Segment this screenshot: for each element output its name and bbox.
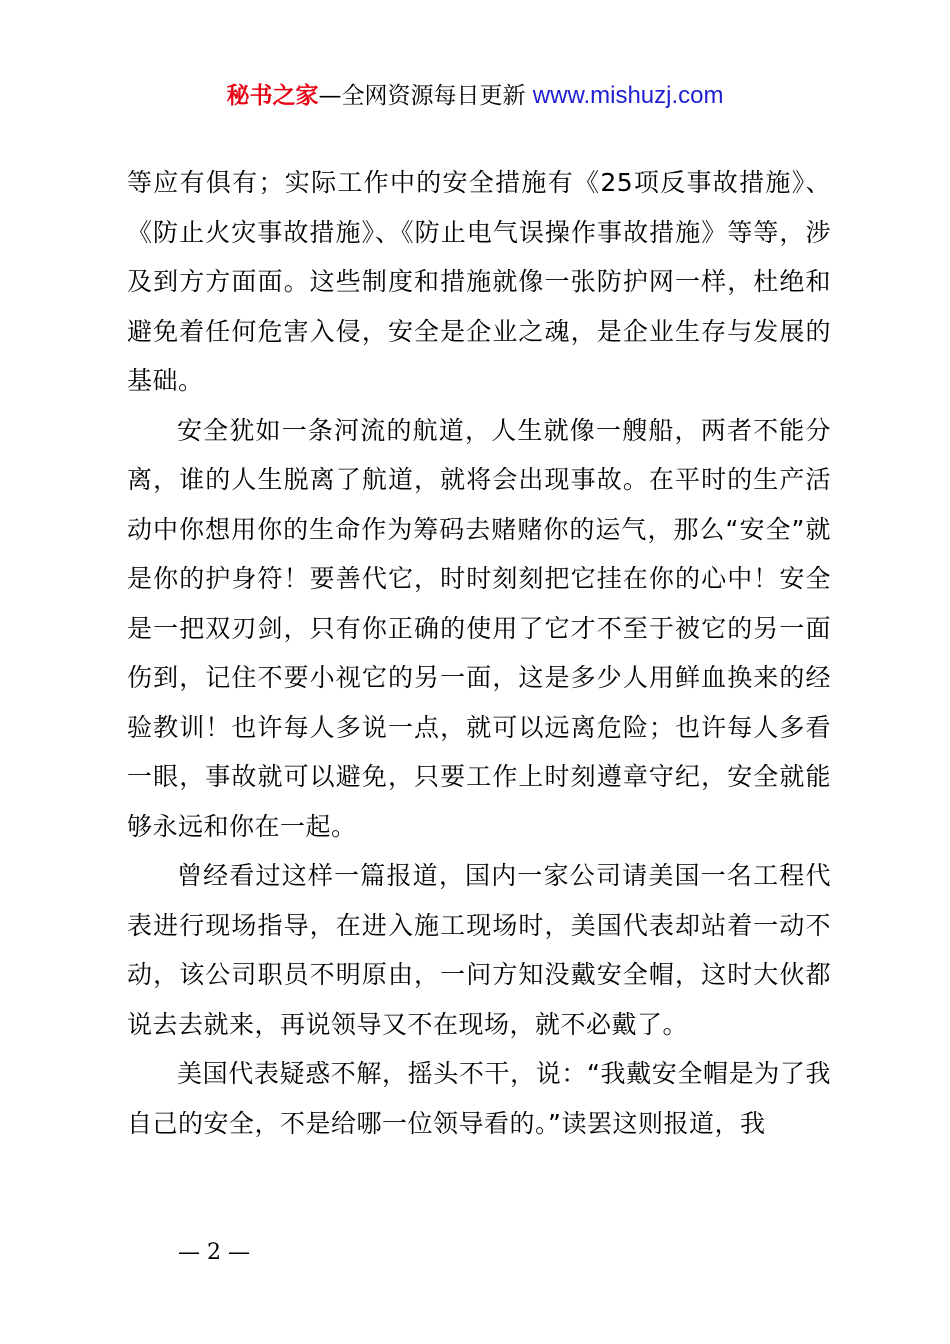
paragraph-safety-channel: 安全犹如一条河流的航道，人生就像一艘船，两者不能分离，谁的人生脱离了航道，就将会出现事故。在平时的生产活动中你想用你的生命作为筹码去赌赌你的运气，那么“安全”就是你的护身符！要善代它，时时刻刻把它挂在你的心中！安全是一把双刃剑，只有你正确的使用了它才不至于被它的另一面伤到，记住不要小视它的另一面，这是多少人用鲜血换来的经验教训！也许每人多说一点，就可以远离危险；也许每人多看一眼，事故就可以避免，只要工作上时刻遵章守纪，安全就能够永远和你在一起。 bbox=[127, 415, 831, 841]
page-number: — 2 — bbox=[178, 1240, 250, 1265]
site-url-link[interactable]: www.mishuzj.com bbox=[532, 82, 724, 109]
header-tagline: —全网资源每日更新 bbox=[318, 83, 533, 109]
paragraph-american-rep: 美国代表疑惑不解，摇头不干，说：“我戴安全帽是为了我自己的安全，不是给哪一位领导看的。”读罢这则报道，我 bbox=[127, 1059, 831, 1138]
document-body bbox=[127, 158, 831, 1148]
brand-name: 秘书之家 bbox=[226, 83, 319, 109]
paragraph-continued: 等应有俱有；实际工作中的安全措施有《25项反事故措施》、《防止火灾事故措施》、《防止电气误操作事故措施》等等，涉及到方方面面。这些制度和措施就像一张防护网一样，杜绝和避免着任何危害入侵，安全是企业之魂，是企业生存与发展的基础。 bbox=[127, 168, 831, 395]
paragraph-report: 曾经看过这样一篇报道，国内一家公司请美国一名工程代表进行现场指导，在进入施工现场时，美国代表却站着一动不动，该公司职员不明原由，一问方知没戴安全帽，这时大伙都说去去就来，再说领导又不在现场，就不必戴了。 bbox=[127, 861, 831, 1039]
site-header bbox=[0, 78, 950, 114]
